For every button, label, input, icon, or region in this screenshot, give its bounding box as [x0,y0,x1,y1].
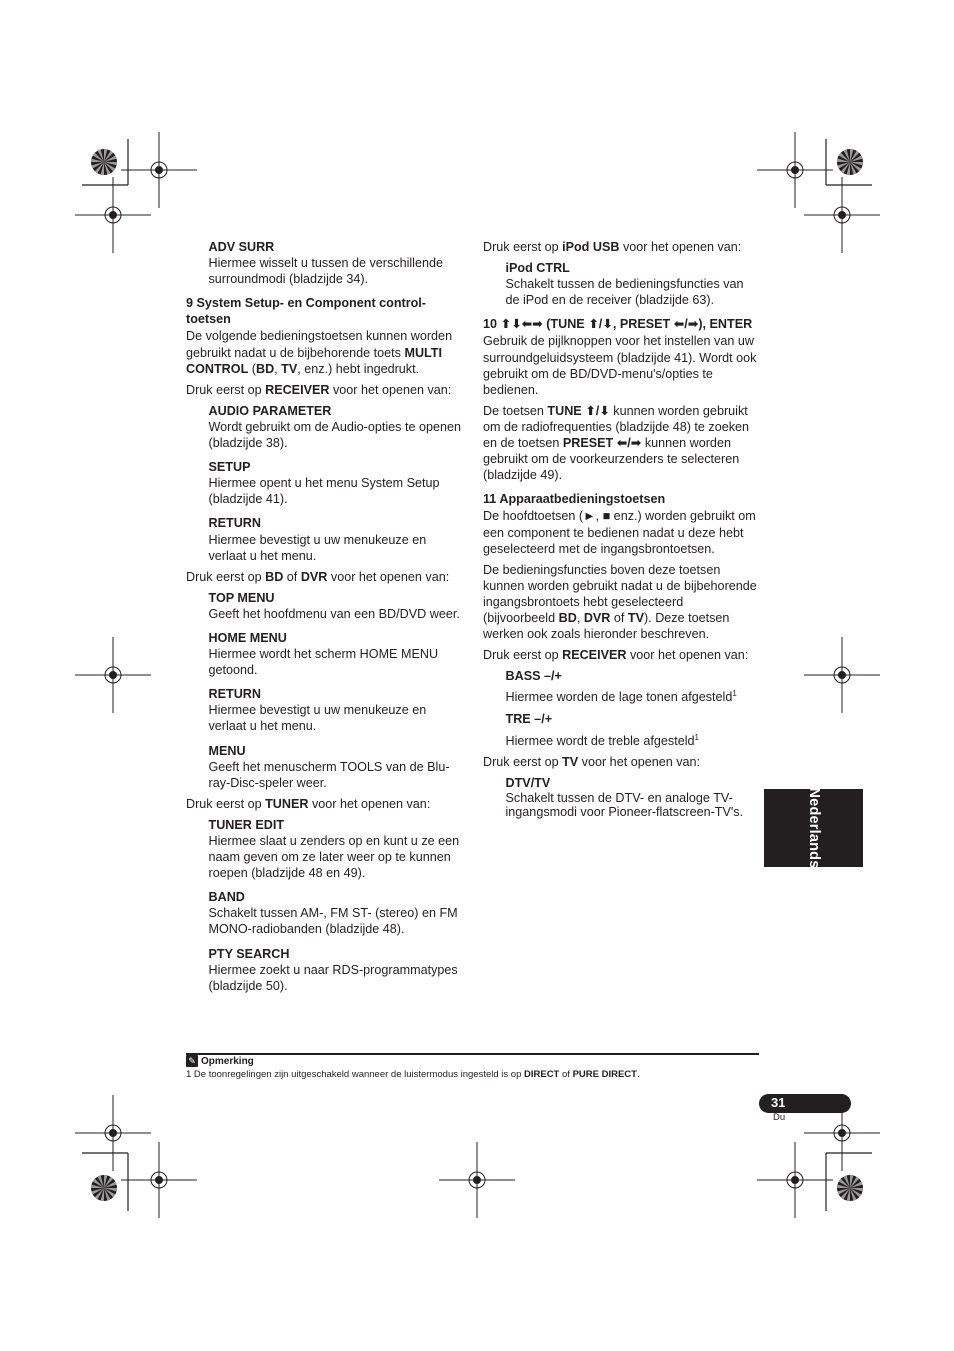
page-number: 31 [771,1095,786,1110]
entry-title: HOME MENU [208,630,287,645]
adv-surr-entry [209,239,462,287]
entry-text: Hiermee zoekt u naar RDS-programmatypes (bladzijde 50). [208,962,458,993]
entry-title: iPod CTRL [505,261,570,276]
menu-entry [209,743,462,791]
section-10-heading: 10 ⬆⬇⬅➡ (TUNE ⬆/⬇, PRESET ⬅/➡), ENTER [483,317,753,332]
setup-entry [209,459,462,507]
tuner-instruction: Druk eerst op TUNER voor het openen van: [186,796,431,811]
registration-star [837,149,863,175]
band-entry [209,889,462,937]
crosshair-mark [121,132,197,208]
return-entry-bd [209,686,462,734]
home-menu-entry [209,630,462,678]
section-11-text-2: De bedieningsfuncties boven deze toetsen kunnen worden gebruikt nadat u de bijbehorende ingangsbrontoets hebt geselecteerd (bijvoorbeeld BD, DVR of TV). Deze toetsen werken ook zoals hieronder beschreven. [483,562,757,642]
receiver-instruction: Druk eerst op RECEIVER voor het openen van: [186,382,452,397]
entry-title: DTV/TV [505,775,551,790]
entry-text: Geeft het hoofdmenu van een BD/DVD weer. [208,606,460,621]
entry-text: Hiermee bevestigt u uw menukeuze en verlaat u het menu. [208,703,427,734]
entry-text: Schakelt tussen de bedieningsfuncties van de iPod en de receiver (bladzijde 63). [505,277,744,308]
ipod-instruction: Druk eerst op iPod USB voor het openen van: [483,240,742,254]
entry-text: Wordt gebruikt om de Audio-opties te openen (bladzijde 38). [208,419,462,451]
entry-title: TUNER EDIT [208,817,285,832]
entry-title: BASS –/+ [505,669,562,684]
section-9-intro: De volgende bedieningstoetsen kunnen worden gebruikt nadat u de bijbehorende toets MULTI CONTROL (BD, TV, enz.) hebt ingedrukt. [186,329,453,376]
crosshair-mark [75,177,151,253]
entry-text: Hiermee wordt het scherm HOME MENU getoond. [208,647,439,678]
return-entry [209,515,462,563]
section-9-heading: 9 System Setup- en Component control-toetsen [186,296,427,327]
entry-title: AUDIO PARAMETER [208,403,332,418]
entry-title: PTY SEARCH [208,946,290,961]
entry-text: Schakelt tussen de DTV- en analoge TV-ingangsmodi voor Pioneer-flatscreen-TV's. [505,790,744,820]
entry-title: TRE –/+ [505,712,553,727]
crosshair-mark [804,637,880,713]
note-heading [186,1055,254,1067]
language-side-tab [764,789,863,867]
section-10-text-1: Gebruik de pijlknoppen voor het instellen van uw surroundgeluidsysteem (bladzijde 41). Wordt ook gebruikt om de BD/DVD-menu's/opties te bedienen. [483,334,757,397]
entry-title: TOP MENU [208,590,275,605]
entry-text: Hiermee worden de lage tonen afgesteld$^1$ [505,689,737,705]
crosshair-mark [804,177,880,253]
section-11-text-1: De hoofdtoetsen (►, ■ enz.) worden gebruikt om een component te bedienen nadat u deze hebt geselecteerd met de ingangsbrontoetsen. [483,509,756,556]
registration-star [91,1175,117,1201]
section-10-text-2: De toetsen TUNE ⬆/⬇ kunnen worden gebruikt om de radiofrequenties (bladzijde 48) te zoeken en de toetsen PRESET ⬅/➡ kunnen worden gebruikt om de voorkeurzenders te selecteren (bladzijde 49). [483,403,750,483]
right-column [483,239,758,825]
crosshair-mark [75,637,151,713]
ipod-ctrl-entry [506,260,759,308]
entry-text: Hiermee bevestigt u uw menukeuze en verlaat u het menu. [208,532,427,563]
entry-title: SETUP [208,460,251,475]
note-pencil-icon: ✎ [186,1055,198,1067]
audio-parameter-entry [209,403,462,451]
tv-instruction: Druk eerst op TV voor het openen van: [483,754,701,769]
dtv-tv-entry [506,775,759,820]
left-column [186,239,461,999]
entry-title: RETURN [208,516,261,531]
receiver-instruction-right: Druk eerst op RECEIVER voor het openen van: [483,648,749,663]
bass-entry [506,668,759,705]
arrow-keys-icon: ⬆⬇⬅➡ [500,317,543,332]
crosshair-mark [757,1142,833,1218]
language-code: Du [773,1112,786,1123]
note-title: Opmerking [201,1055,254,1067]
registration-star [91,149,117,175]
entry-text: Geeft het menuscherm TOOLS van de Blu-ray-Disc-speler weer. [208,759,450,790]
page-number-badge [759,1094,851,1113]
pty-search-entry [209,946,462,994]
registration-star [837,1175,863,1201]
footnote-divider [186,1053,759,1055]
footnote: 1 De toonregelingen zijn uitgeschakeld wanneer de luistermodus ingesteld is op DIRECT of PURE DIRECT. [186,1069,640,1080]
crosshair-mark [439,1142,515,1218]
tuner-edit-entry [209,817,462,881]
entry-title: RETURN [208,687,261,702]
bd-instruction: Druk eerst op BD of DVR voor het openen van: [186,569,450,584]
entry-title: MENU [208,743,246,758]
top-menu-entry [209,590,462,622]
adv-surr-text: Hiermee wisselt u tussen de verschillende surroundmodi (bladzijde 34). [208,256,443,287]
adv-surr-title: ADV SURR [208,240,275,254]
entry-text: Hiermee opent u het menu System Setup (bladzijde 41). [208,476,440,507]
section-11-heading: 11 Apparaatbedieningstoetsen [483,492,666,507]
entry-text: Schakelt tussen AM-, FM ST- (stereo) en FM MONO-radiobanden (bladzijde 48). [208,906,458,937]
entry-text: Hiermee wordt de treble afgesteld$^1$ [505,732,699,748]
crosshair-mark [121,1142,197,1218]
crosshair-mark [75,1095,151,1171]
entry-text: Hiermee slaat u zenders op en kunt u ze een naam geven om ze later weer op te kunnen roepen (bladzijde 48 en 49). [208,834,460,881]
entry-title: BAND [208,890,245,905]
treble-entry [506,711,759,748]
language-tab-label: Nederlands [805,787,822,869]
crosshair-mark [757,132,833,208]
